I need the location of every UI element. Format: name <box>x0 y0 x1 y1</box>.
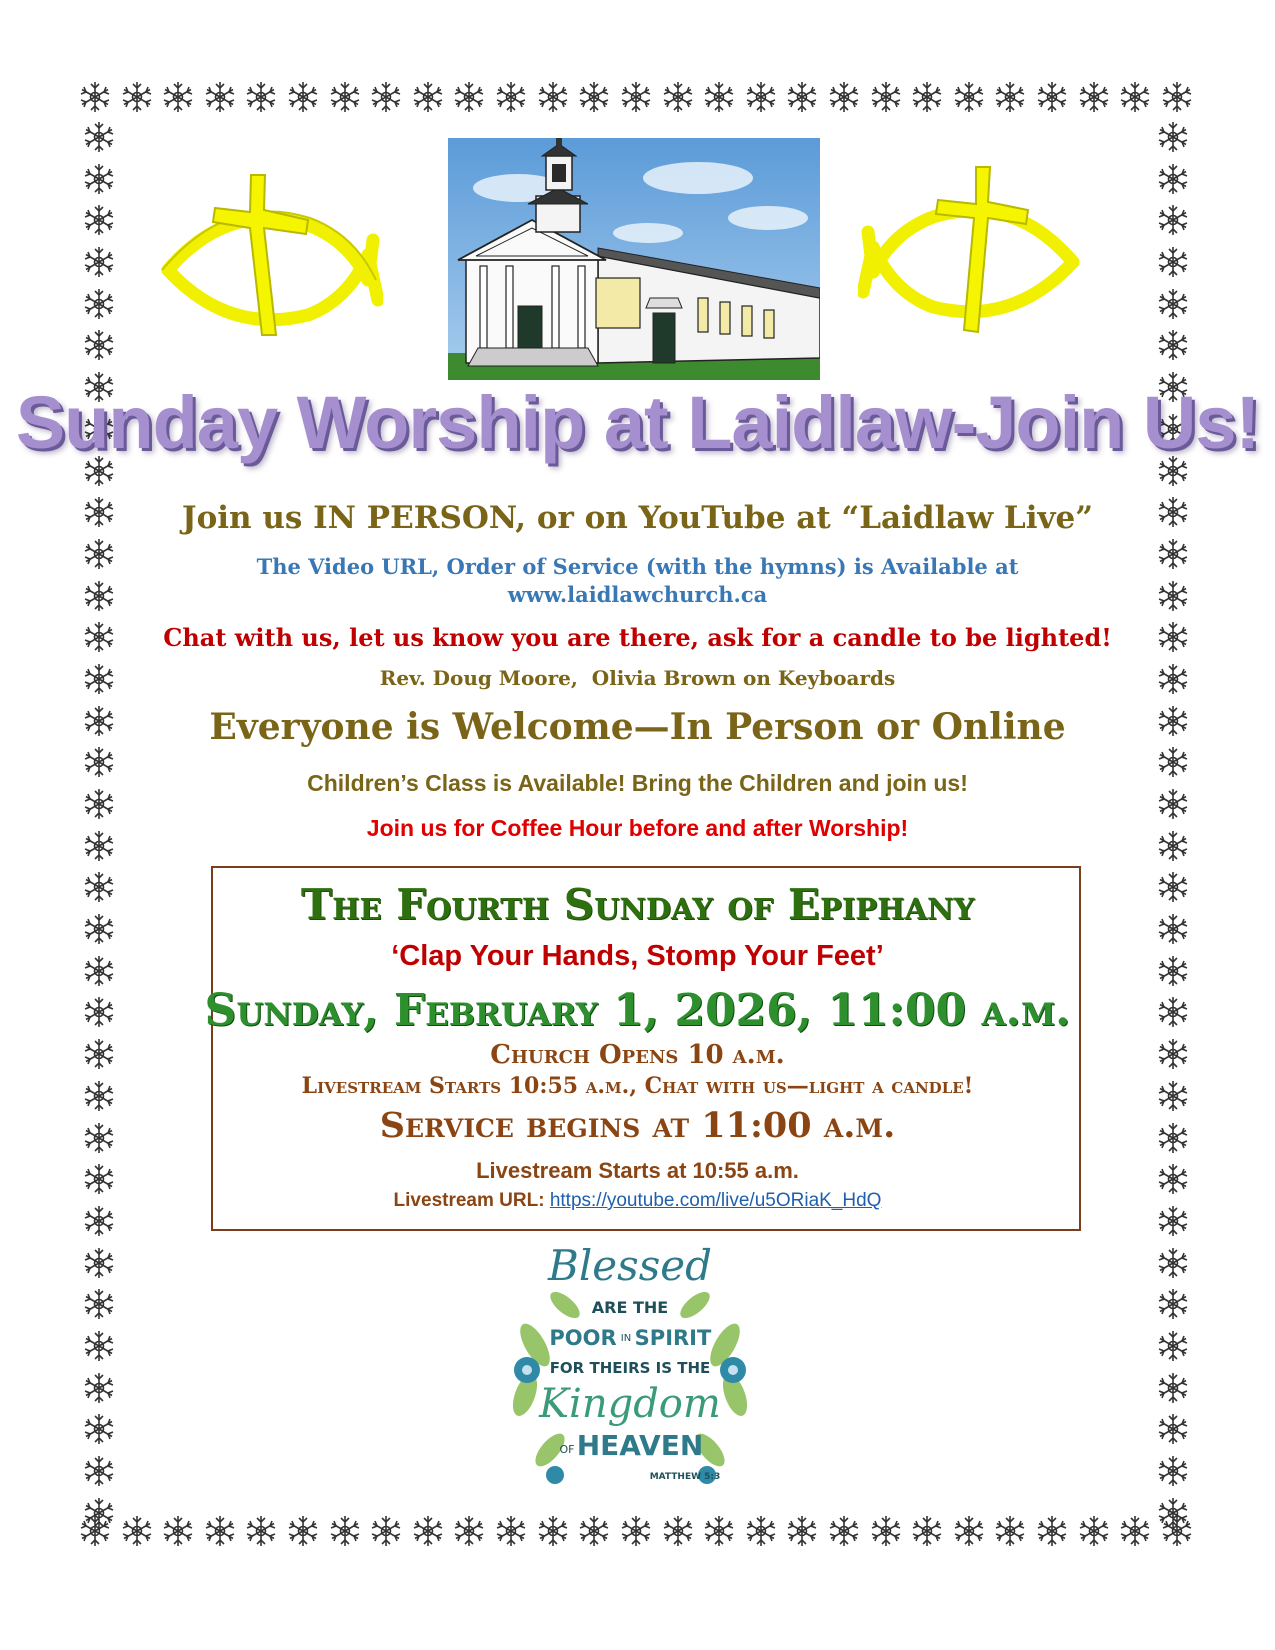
ichthys-cross-icon <box>858 162 1083 337</box>
snowflake-icon <box>1156 1496 1190 1530</box>
snowflake-icon <box>1035 80 1069 114</box>
snowflake-icon <box>203 80 237 114</box>
video-info-line: The Video URL, Order of Service (with the hymns) is Available at <box>256 554 1019 579</box>
snowflake-icon <box>328 80 362 114</box>
snowflake-icon <box>369 80 403 114</box>
snowflake-icon <box>1156 245 1190 279</box>
snowflake-icon <box>82 245 116 279</box>
beatitude-word: FOR THEIRS IS THE <box>549 1359 711 1377</box>
welcome-line: Everyone is Welcome—In Person or Online <box>209 706 1066 748</box>
livestream-chat: Livestream Starts 10:55 a.m., Chat with us—light a candle! <box>301 1073 974 1099</box>
snowflake-icon <box>82 328 116 362</box>
snowflake-icon <box>82 162 116 196</box>
snowflake-icon <box>1156 162 1190 196</box>
snowflake-icon <box>244 80 278 114</box>
snowflake-icon <box>494 80 528 114</box>
video-info <box>0 553 1275 609</box>
snowflake-icon <box>328 1514 362 1548</box>
church-illustration <box>448 138 820 380</box>
snowflake-icon <box>411 1514 445 1548</box>
snowflake-icon <box>910 1514 944 1548</box>
snowflake-icon <box>993 1514 1027 1548</box>
snowflake-icon <box>286 80 320 114</box>
snowflake-icon <box>1160 80 1194 114</box>
snowflake-icon <box>536 80 570 114</box>
join-line: Join us IN PERSON, or on YouTube at “Laidlaw Live” <box>181 500 1094 536</box>
snowflake-icon <box>785 80 819 114</box>
snowflake-icon <box>82 1454 116 1488</box>
snowflake-icon <box>82 1496 116 1530</box>
livestream-url-label: Livestream URL: <box>393 1190 545 1211</box>
snowflake-icon <box>1156 328 1190 362</box>
snowflake-icon <box>1156 1371 1190 1405</box>
snowflake-icon <box>120 80 154 114</box>
snowflake-icon <box>286 1514 320 1548</box>
snowflake-icon <box>1156 1329 1190 1363</box>
website-link[interactable]: www.laidlawchurch.ca <box>507 582 768 607</box>
border-bottom <box>78 1510 1194 1552</box>
snowflake-icon <box>161 80 195 114</box>
snowflake-icon <box>1156 1246 1190 1280</box>
snowflake-icon <box>1118 80 1152 114</box>
church-opens: Church Opens 10 a.m. <box>490 1040 785 1070</box>
service-begins: Service begins at 11:00 a.m. <box>379 1105 896 1146</box>
snowflake-icon <box>1035 1514 1069 1548</box>
snowflake-icon <box>785 1514 819 1548</box>
chat-line: Chat with us, let us know you are there, ask for a candle to be lighted! <box>163 623 1112 652</box>
snowflake-icon <box>82 1329 116 1363</box>
snowflake-icon <box>369 1514 403 1548</box>
snowflake-icon <box>952 80 986 114</box>
snowflake-icon <box>619 1514 653 1548</box>
border-top <box>78 76 1194 118</box>
snowflake-icon <box>203 1514 237 1548</box>
livestream-url-line <box>0 1190 1275 1212</box>
snowflake-icon <box>452 1514 486 1548</box>
snowflake-icon <box>577 1514 611 1548</box>
staff-line: Rev. Doug Moore, Olivia Brown on Keyboards <box>379 666 896 690</box>
snowflake-icon <box>702 80 736 114</box>
snowflake-icon <box>952 1514 986 1548</box>
snowflake-icon <box>577 80 611 114</box>
livestream-time: Livestream Starts at 10:55 a.m. <box>476 1158 799 1183</box>
snowflake-icon <box>82 1412 116 1446</box>
snowflake-icon <box>619 80 653 114</box>
beatitude-word: SPIRIT <box>634 1326 712 1350</box>
snowflake-icon <box>1118 1514 1152 1548</box>
snowflake-icon <box>536 1514 570 1548</box>
snowflake-icon <box>82 1246 116 1280</box>
beatitude-word: OF <box>559 1443 575 1456</box>
snowflake-icon <box>82 1371 116 1405</box>
snowflake-icon <box>827 80 861 114</box>
livestream-url-link[interactable]: https://youtube.com/live/u5ORiaK_HdQ <box>549 1190 882 1211</box>
beatitude-word: IN <box>620 1333 632 1344</box>
beatitude-word: ARE THE <box>591 1298 669 1317</box>
beatitude-reference: MATTHEW 5:3 <box>649 1472 721 1482</box>
snowflake-icon <box>661 80 695 114</box>
beatitude-word: POOR <box>549 1326 617 1350</box>
beatitude-wreath <box>495 1235 765 1510</box>
page-title: Sunday Worship at Laidlaw-Join Us! <box>15 381 1260 464</box>
beatitude-word: Blessed <box>547 1241 713 1290</box>
children-line: Children’s Class is Available! Bring the Children and join us! <box>307 770 968 796</box>
ichthys-cross-icon <box>158 170 383 345</box>
snowflake-icon <box>1156 287 1190 321</box>
snowflake-icon <box>827 1514 861 1548</box>
service-subtitle: ‘Clap Your Hands, Stomp Your Feet’ <box>391 940 884 972</box>
snowflake-icon <box>494 1514 528 1548</box>
snowflake-icon <box>1156 1454 1190 1488</box>
snowflake-icon <box>1156 120 1190 154</box>
snowflake-icon <box>1156 1287 1190 1321</box>
snowflake-icon <box>993 80 1027 114</box>
coffee-line: Join us for Coffee Hour before and after Worship! <box>366 815 909 841</box>
snowflake-icon <box>1156 1412 1190 1446</box>
beatitude-word: Kingdom <box>539 1381 721 1427</box>
snowflake-icon <box>661 1514 695 1548</box>
service-title: The Fourth Sunday of Epiphany <box>300 880 975 929</box>
snowflake-icon <box>161 1514 195 1548</box>
snowflake-icon <box>869 1514 903 1548</box>
snowflake-icon <box>1077 80 1111 114</box>
snowflake-icon <box>78 80 112 114</box>
snowflake-icon <box>869 80 903 114</box>
snowflake-icon <box>452 80 486 114</box>
snowflake-icon <box>82 1287 116 1321</box>
snowflake-icon <box>82 203 116 237</box>
snowflake-icon <box>744 1514 778 1548</box>
snowflake-icon <box>910 80 944 114</box>
snowflake-icon <box>244 1514 278 1548</box>
snowflake-icon <box>82 287 116 321</box>
snowflake-icon <box>120 1514 154 1548</box>
service-date: Sunday, February 1, 2026, 11:00 a.m. <box>204 985 1071 1036</box>
snowflake-icon <box>82 120 116 154</box>
snowflake-icon <box>1077 1514 1111 1548</box>
snowflake-icon <box>744 80 778 114</box>
beatitude-word: HEAVEN <box>576 1429 704 1462</box>
snowflake-icon <box>1156 203 1190 237</box>
snowflake-icon <box>702 1514 736 1548</box>
snowflake-icon <box>411 80 445 114</box>
